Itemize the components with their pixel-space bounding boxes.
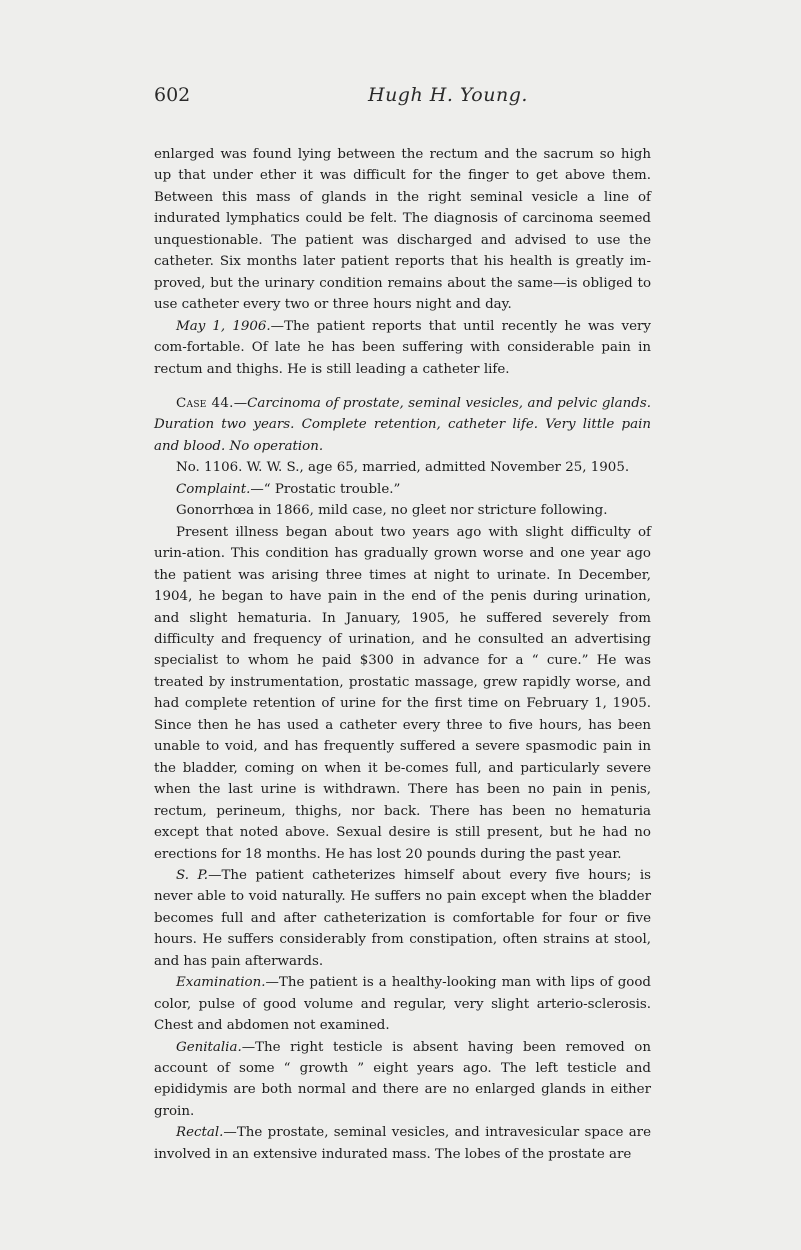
paragraph-lead: Complaint. [176,481,251,497]
paragraph-text: Gonorrhœa in 1866, mild case, no gleet nor stricture following. [176,503,608,519]
paragraph-text: —The prostate, seminal vesicles, and intravesicular space are involved in an extensive indurated mass. The lobes of the prostate are [154,1125,651,1162]
paragraph-text: enlarged was found lying between the rectum and the sacrum so high up that under ether it was difficult for the finger to get above them. Between this mass of glands in the right seminal vesicle a line of indurated lymphatics could be felt. The diagnosis of carcinoma seemed unquestionable. The patient was discharged and advised to use the catheter. Six months later patient reports that his health is greatly im-proved, but the urinary condition remains about the same—is obliged to use catheter every two or three hours night and day. [154,147,651,313]
paragraph-lead: Rectal. [176,1125,224,1141]
case-heading [154,393,651,457]
case-number: Case 44. [176,395,234,411]
paragraph-sp [154,865,651,972]
paragraph-examination [154,972,651,1036]
page-number: 602 [154,84,191,106]
paragraph-text: Present illness began about two years ago with slight difficulty of urin-ation. This condition has gradually grown worse and one year ago the patient was arising three times at night to urinate. In December, 1904, he began to have pain in the end of the penis during urination, and slight hematuria. In January, 1905, he suffered severely from difficulty and frequency of urination, and he consulted an advertising specialist to whom he paid $300 in advance for a “ cure.” He was treated by instrumentation, prostatic massage, grew rapidly worse, and had complete retention of urine for the first time on February 1, 1905. Since then he has used a catheter every three to five hours, has been unable to void, and has frequently suffered a severe spasmodic pain in the bladder, coming on when it be-comes full, and particularly severe when the last urine is withdrawn. There has been no pain in penis, rectum, perineum, thighs, nor back. There has been no hematuria except that noted above. Sexual desire is still present, but he had no erections for 18 months. He has lost 20 pounds during the past year. [154,524,651,862]
paragraph-continuation [154,144,651,316]
case-title: —Carcinoma of prostate, seminal vesicles, and pelvic glands. Duration two years. Complete retention, catheter life. Very little pain and blood. No operation. [154,395,651,454]
paragraph-text: —The right testicle is absent having been removed on account of some “ growth ” eight years ago. The left testicle and epididymis are both normal and there are no enlarged glands in either groin. [154,1039,651,1119]
paragraph-lead: S. P. [176,867,209,883]
paragraph-present-illness [154,522,651,865]
paragraph-admission [154,457,651,478]
paragraph-lead: Examination. [176,975,266,991]
paragraph-text: —“ Prostatic trouble.” [250,481,401,497]
paragraph-text: —The patient is a healthy-looking man with lips of good color, pulse of good volume and regular, very slight arterio-sclerosis. Chest and abdomen not examined. [154,975,651,1034]
paragraph-followup-may-1906 [154,316,651,380]
running-head [154,84,654,110]
paragraph-text: No. 1106. W. W. S., age 65, married, admitted November 25, 1905. [176,460,630,476]
running-title: Hugh H. Young. [368,84,528,106]
body-text [154,144,651,1165]
paragraph-lead: May 1, 1906. [176,318,271,334]
paragraph-rectal [154,1122,651,1165]
paragraph-complaint [154,479,651,500]
paragraph-genitalia [154,1037,651,1123]
paragraph-text: —The patient catheterizes himself about every five hours; is never able to void naturally. He suffers no pain except when the bladder becomes full and after catheterization is comfortable for four or five hours. He suffers considerably from constipation, often strains at stool, and has pain afterwards. [154,867,652,969]
paragraph-lead: Genitalia. [176,1039,242,1055]
paragraph-history [154,500,651,521]
paragraph-text: —The patient reports that until recently he was very com-fortable. Of late he has been suffering with considerable pain in rectum and thighs. He is still leading a catheter life. [154,318,651,377]
